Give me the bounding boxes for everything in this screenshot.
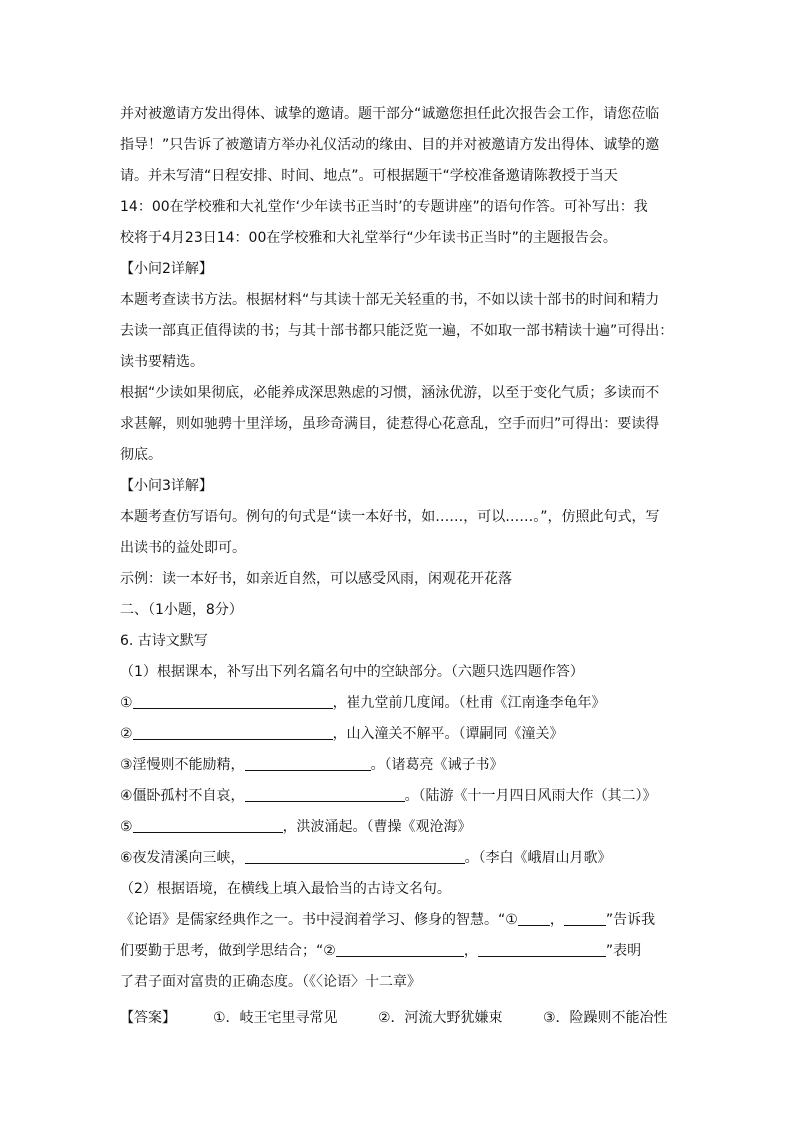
item-suffix: ，山入潼关不解平。（谭嗣同《潼关》 (332, 726, 564, 742)
answer-blank[interactable] (245, 787, 405, 802)
answer-blank[interactable] (336, 942, 464, 957)
fill-item-4 (120, 786, 657, 806)
answer-1: ①．岐王宅里寻常见 (213, 1010, 338, 1026)
item-suffix: ，洪波涌起。（曹操《观沧海》 (282, 819, 472, 835)
context-text: 《论语》是儒家经典作之一。书中浸润着学习、修身的智慧。“① (120, 912, 518, 928)
text-line: 校将于4月23日14：00在学校雅和大礼堂举行“少年读书正当时”的主题报告会。 (120, 230, 617, 246)
section-heading: 【小问3详解】 (120, 478, 213, 494)
item-suffix: 。（李白《峨眉山月歌》 (464, 850, 612, 866)
context-text: 们要勤于思考，做到学思结合；“② (120, 943, 336, 959)
answer-blank[interactable] (133, 725, 333, 740)
question-instruction: （1）根据课本，补写出下列名篇名句中的空缺部分。（六题只选四题作答） (120, 664, 584, 680)
item-prefix: ① (120, 695, 133, 711)
answer-blank[interactable] (478, 942, 606, 957)
item-suffix: ，崔九堂前几度闻。（杜甫《江南逢李龟年》 (332, 695, 606, 711)
text-line: 去读一部真正值得读的书；与其十部书都只能泛览一遍，不如取一部书精读十遍”可得出： (120, 323, 674, 339)
answer-label: 【答案】 (120, 1010, 176, 1026)
text-line: 彻底。 (120, 447, 162, 463)
context-line: 了君子面对富贵的正确态度。（《〈论语〉十二章》 (120, 974, 421, 990)
text-line: 本题考查读书方法。根据材料“与其读十部无关轻重的书，不如以读十部书的时间和精力 (120, 292, 660, 308)
item-prefix: ④僵卧孤村不自哀， (120, 788, 245, 804)
fill-item-6 (120, 848, 612, 868)
text-line: 根据“少读如果彻底，必能养成深思熟虑的习惯，涵泳优游，以至于变化气质；多读而不 (120, 385, 660, 401)
item-prefix: ③淫慢则不能励精， (120, 757, 245, 773)
answer-blank[interactable] (133, 818, 283, 833)
answer-blank[interactable] (133, 694, 333, 709)
text-line: 示例：读一本好书，如亲近自然，可以感受风雨，闲观花开花落 (120, 571, 512, 587)
answer-blank[interactable] (518, 911, 550, 926)
answer-2: ②．河流大野犹嫌束 (378, 1010, 503, 1026)
text-line: 指导！”只告诉了被邀请方举办礼仪活动的缘由、目的并对被邀请方发出得体、诚挚的邀 (120, 137, 660, 153)
text-line: 并对被邀请方发出得体、诚挚的邀请。题干部分“诚邀您担任此次报告会工作，请您莅临 (120, 106, 660, 122)
context-text: ”表明 (605, 943, 642, 959)
item-suffix: 。（诸葛亮《诫子书》 (370, 757, 504, 773)
answer-blank[interactable] (245, 849, 465, 864)
question-title: 6. 古诗文默写 (120, 633, 208, 649)
fill-item-3 (120, 755, 504, 775)
fill-item-5 (120, 817, 472, 837)
text-line: 求甚解，则如驰骋十里洋场，虽珍奇满目，徒惹得心花意乱，空手而归”可得出：要读得 (120, 416, 660, 432)
context-text: ， (549, 912, 564, 928)
answer-blank[interactable] (564, 911, 606, 926)
answer-3: ③．险躁则不能冶性 (543, 1010, 668, 1026)
context-line (120, 910, 655, 930)
text-line: 请。并未写清“日程安排、时间、地点”。可根据题干“学校准备邀请陈教授于当天 (120, 168, 618, 184)
text-line: 14：00在学校雅和大礼堂作‘少年读书正当时’的专题讲座”的语句作答。可补写出：我 (120, 199, 648, 215)
context-text: ， (463, 943, 478, 959)
context-line (120, 941, 641, 961)
text-line: 出读书的益处即可。 (120, 540, 246, 556)
context-text: ”告诉我 (605, 912, 656, 928)
text-line: 读书要精选。 (120, 354, 204, 370)
fill-item-1 (120, 693, 606, 713)
text-line: 本题考查仿写语句。例句的句式是“读一本好书，如……，可以……。”，仿照此句式，写 (120, 509, 660, 525)
item-prefix: ⑥夜发清溪向三峡， (120, 850, 245, 866)
item-prefix: ⑤ (120, 819, 133, 835)
question-section: 二、（1小题，8分） (120, 602, 243, 618)
item-suffix: 。（陆游《十一月四日风雨大作（其二）》 (404, 788, 657, 804)
question-instruction: （2）根据语境，在横线上填入最恰当的古诗文名句。 (120, 881, 451, 897)
item-prefix: ② (120, 726, 133, 742)
section-heading: 【小问2详解】 (120, 261, 213, 277)
fill-item-2 (120, 724, 564, 744)
answer-blank[interactable] (245, 756, 371, 771)
